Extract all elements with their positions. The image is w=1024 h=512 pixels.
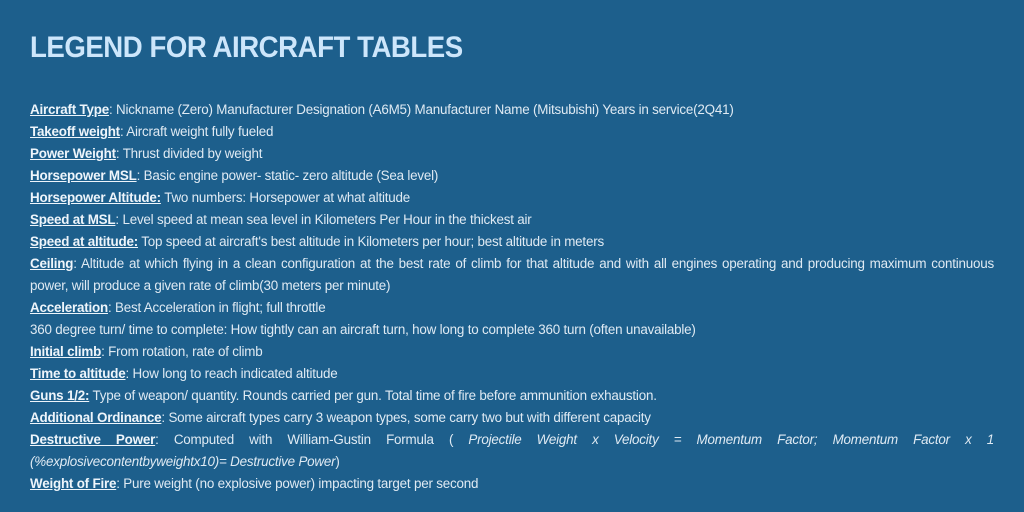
legend-entry — [30, 385, 994, 407]
legend-description: Type of weapon/ quantity. Rounds carried per gun. Total time of fire before ammunition exhaustion. — [89, 388, 657, 403]
legend-entry — [30, 209, 994, 231]
legend-description: : Pure weight (no explosive power) impacting target per second — [116, 476, 479, 491]
legend-term: Horsepower Altitude: — [30, 190, 161, 205]
legend-entry — [30, 473, 994, 495]
legend-term: Additional Ordinance — [30, 410, 162, 425]
legend-entry — [30, 165, 994, 187]
formula-close: ) — [335, 454, 340, 469]
legend-entry — [30, 363, 994, 385]
legend-term: Weight of Fire — [30, 476, 117, 491]
legend-description: : How long to reach indicated altitude — [125, 366, 338, 381]
legend-description: : From rotation, rate of climb — [101, 344, 263, 359]
legend-description: : Nickname (Zero) Manufacturer Designation (A6M5) Manufacturer Name (Mitsubishi) Years in service(2Q41) — [109, 102, 734, 117]
legend-description: Top speed at aircraft's best altitude in Kilometers per hour; best altitude in meters — [138, 234, 604, 249]
legend-term: Ceiling — [30, 256, 74, 271]
legend-entry — [30, 231, 994, 253]
legend-description: : Computed with William-Gustin Formula ( — [155, 432, 469, 447]
legend-entry — [30, 253, 994, 297]
legend-entry — [30, 429, 994, 473]
formula-text: Projectile Weight x Velocity = Momentum Factor; Momentum Factor x 1 (%explosivecontentbyweightx10)= Destructive Power — [30, 432, 994, 469]
legend-description: : Aircraft weight fully fueled — [119, 124, 274, 139]
legend-description: : Thrust divided by weight — [115, 146, 263, 161]
page-title: LEGEND FOR AIRCRAFT TABLES — [30, 31, 463, 64]
legend-entry — [30, 187, 994, 209]
legend-entry — [30, 319, 994, 341]
legend-entry — [30, 341, 994, 363]
legend-entry — [30, 297, 994, 319]
legend-description: : Basic engine power- static- zero altitude (Sea level) — [136, 168, 439, 183]
legend-term: Destructive Power — [30, 432, 156, 447]
legend-entry — [30, 99, 994, 121]
legend-description: : Some aircraft types carry 3 weapon types, some carry two but with different capacity — [161, 410, 651, 425]
legend-term: Aircraft Type — [30, 102, 110, 117]
legend-entry — [30, 143, 994, 165]
legend-list — [30, 99, 994, 495]
legend-term: Speed at MSL — [30, 212, 116, 227]
legend-term: Horsepower MSL — [30, 168, 137, 183]
legend-description: : Altitude at which flying in a clean configuration at the best rate of climb for that altitude and with all engines operating and producing maximum continuous power, will produce a given rate of climb(30 meters per minute) — [30, 256, 994, 293]
legend-description: Two numbers: Horsepower at what altitude — [160, 190, 411, 205]
legend-description: : Best Acceleration in flight; full throttle — [107, 300, 326, 315]
legend-term: Initial climb — [30, 344, 102, 359]
legend-description: 360 degree turn/ time to complete: How tightly can an aircraft turn, how long to complete 360 turn (often unavailable) — [30, 322, 696, 337]
legend-term: Guns 1/2: — [30, 388, 90, 403]
legend-entry — [30, 407, 994, 429]
legend-term: Takeoff weight — [30, 124, 120, 139]
legend-entry — [30, 121, 994, 143]
legend-term: Acceleration — [30, 300, 108, 315]
legend-term: Time to altitude — [30, 366, 126, 381]
legend-term: Speed at altitude: — [30, 234, 139, 249]
legend-description: : Level speed at mean sea level in Kilometers Per Hour in the thickest air — [115, 212, 532, 227]
legend-term: Power Weight — [30, 146, 116, 161]
